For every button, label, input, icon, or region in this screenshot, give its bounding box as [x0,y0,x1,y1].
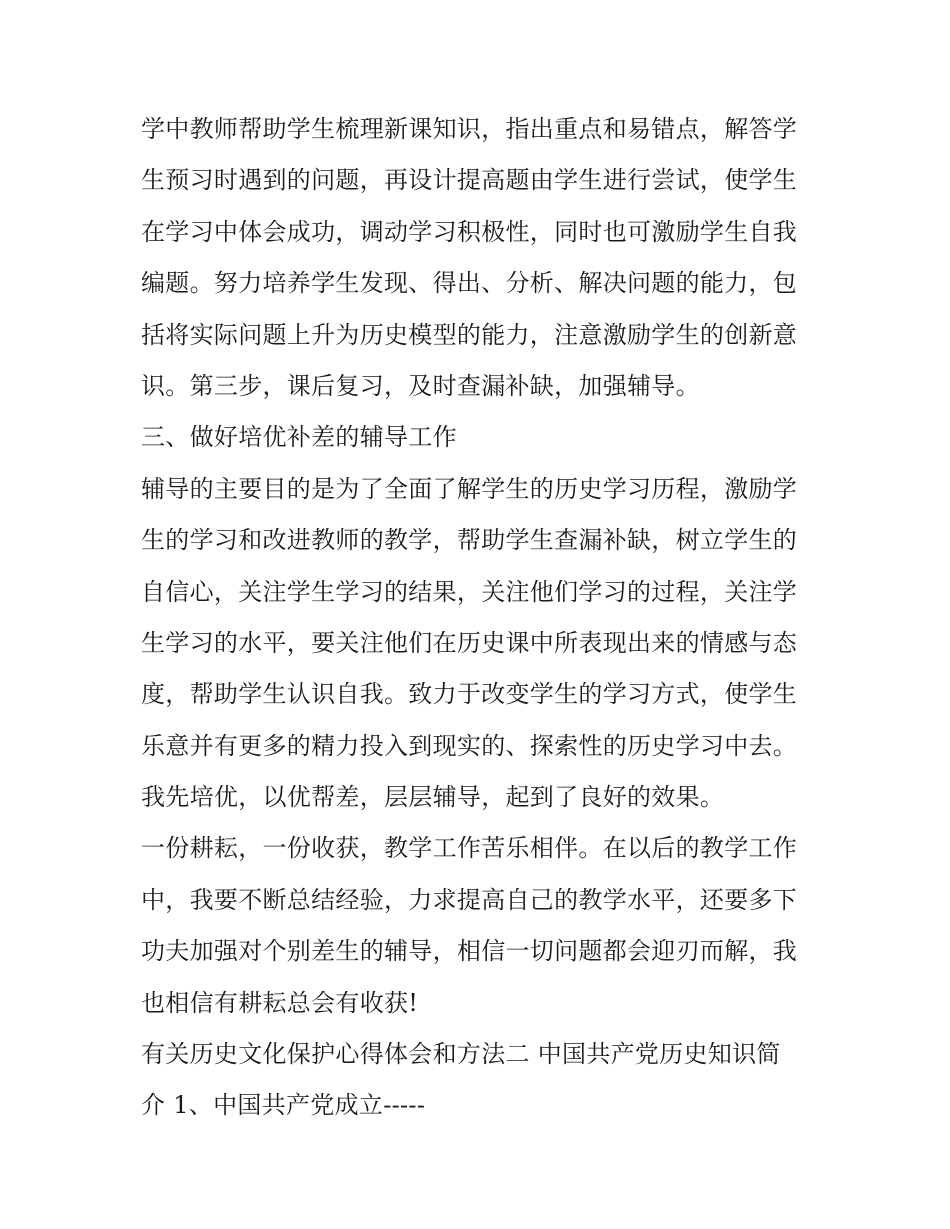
document-body [141,104,821,1132]
text-line: 我先培优，以优帮差，层层辅导，起到了良好的效果。 [141,783,725,812]
text-line: 功夫加强对个别差生的辅导，相信一切问题都会迎刃而解，我 [141,937,798,966]
text-line: 在学习中体会成功，调动学习积极性，同时也可激励学生自我 [141,217,798,246]
text-line: 生学习的水平，要关注他们在历史课中所表现出来的情感与态 [141,628,798,657]
text-line: 括将实际问题上升为历史模型的能力，注意激励学生的创新意 [141,320,798,349]
text-line: 度，帮助学生认识自我。致力于改变学生的学习方式，使学生 [141,680,798,709]
text-line: 学中教师帮助学生梳理新课知识，指出重点和易错点，解答学 [141,115,798,143]
text-line: 辅导的主要目的是为了全面了解学生的历史学习历程，激励学 [141,474,798,503]
text-line: 自信心，关注学生学习的结果，关注他们学习的过程，关注学 [141,577,798,606]
section-heading: 三、做好培优补差的辅导工作 [141,423,457,452]
text-line: 乐意并有更多的精力投入到现实的、探索性的历史学习中去。 [141,731,798,760]
text-line: 编题。努力培养学生发现、得出、分析、解决问题的能力，包 [141,269,798,298]
text-line: 介 1、中国共产党成立----- [141,1091,426,1120]
text-line: 识。第三步，课后复习，及时查漏补缺，加强辅导。 [141,371,700,400]
text-line: 也相信有耕耘总会有收获! [141,988,419,1017]
text-line: 生的学习和改进教师的教学，帮助学生查漏补缺，树立学生的 [141,526,798,555]
text-line: 一份耕耘，一份收获，教学工作苦乐相伴。在以后的教学工作 [141,834,798,863]
text-line: 中，我要不断总结经验，力求提高自己的教学水平，还要多下 [141,885,798,914]
text-line: 有关历史文化保护心得体会和方法二 中国共产党历史知识简 [141,1040,781,1069]
text-line: 生预习时遇到的问题，再设计提高题由学生进行尝试，使学生 [141,166,798,195]
